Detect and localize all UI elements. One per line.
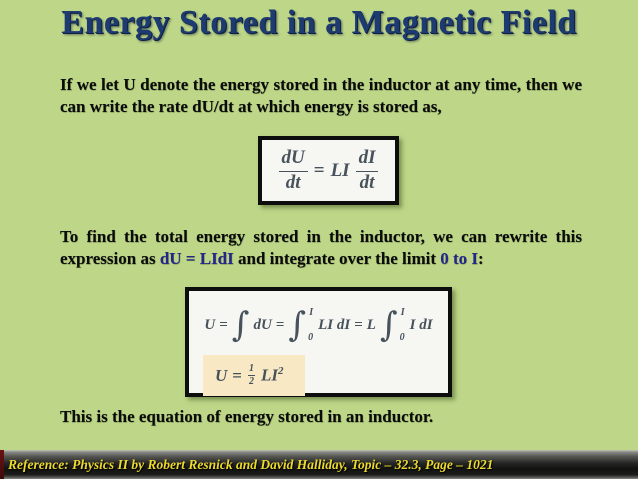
formula-box-rate [258,136,399,205]
paragraph-text: To find the total energy stored in the inductor, we can rewrite this expression as [60,227,582,268]
highlighted-formula-text: dU = LIdI [159,249,234,268]
result-formula-highlight [203,355,305,396]
fraction-denominator: dt [359,171,375,193]
integral-icon: ∫ [379,305,398,345]
integral-limits [400,307,405,343]
fraction-numerator: dI [356,148,379,172]
equals-sign: = [354,316,363,333]
paragraph-text: : [478,249,484,268]
equation-rate [279,148,379,194]
paragraph-rewrite [60,226,582,270]
upper-limit: I [309,307,314,318]
term-u: U [204,316,216,333]
fraction-numerator: dU [279,148,308,172]
equals-sign: = [275,316,285,333]
result-row [203,355,448,396]
exponent: 2 [277,365,284,378]
fraction-denominator: 2 [248,376,254,387]
equals-sign: = [232,365,242,385]
paragraph-text: and integrate over the limit [233,249,441,268]
lower-limit: 0 [308,332,314,343]
coefficient-li: LI [330,159,350,181]
fraction-du-dt [279,148,308,194]
integral-icon: ∫ [288,305,307,345]
fraction-denominator: dt [285,171,301,193]
term-u: U [215,365,228,385]
equals-sign: = [313,159,325,181]
term-li-squared [261,365,284,386]
equation-integral-line [189,303,448,347]
fraction-numerator: 1 [248,363,254,374]
lower-limit: 0 [399,332,405,343]
fraction-di-dt [356,148,379,194]
slide-title: Energy Stored in a Magnetic Field [61,4,577,41]
term-li-di: LI dI [318,316,351,333]
upper-limit: I [400,307,405,318]
fraction-one-half [248,364,255,387]
term-li: LI [260,365,278,385]
term-du: dU [253,316,272,333]
integral-limits [308,307,313,343]
paragraph-conclusion: This is the equation of energy stored in an inductor. [60,407,434,426]
paragraph-intro: If we let U denote the energy stored in the inductor at any time, then we can write the rate dU/dt at which energy is stored as, [60,75,582,116]
integral-icon: ∫ [231,305,250,345]
formula-box-integral [185,287,452,397]
equals-sign: = [219,316,228,333]
reference-bar [0,450,638,479]
term-i-di: I dI [409,316,433,333]
reference-text: Reference: Physics II by Robert Resnick and David Halliday, Topic – 32.3, Page – 1021 [8,456,494,472]
highlighted-limit-text: 0 to I [440,249,479,268]
term-l: L [366,316,376,333]
